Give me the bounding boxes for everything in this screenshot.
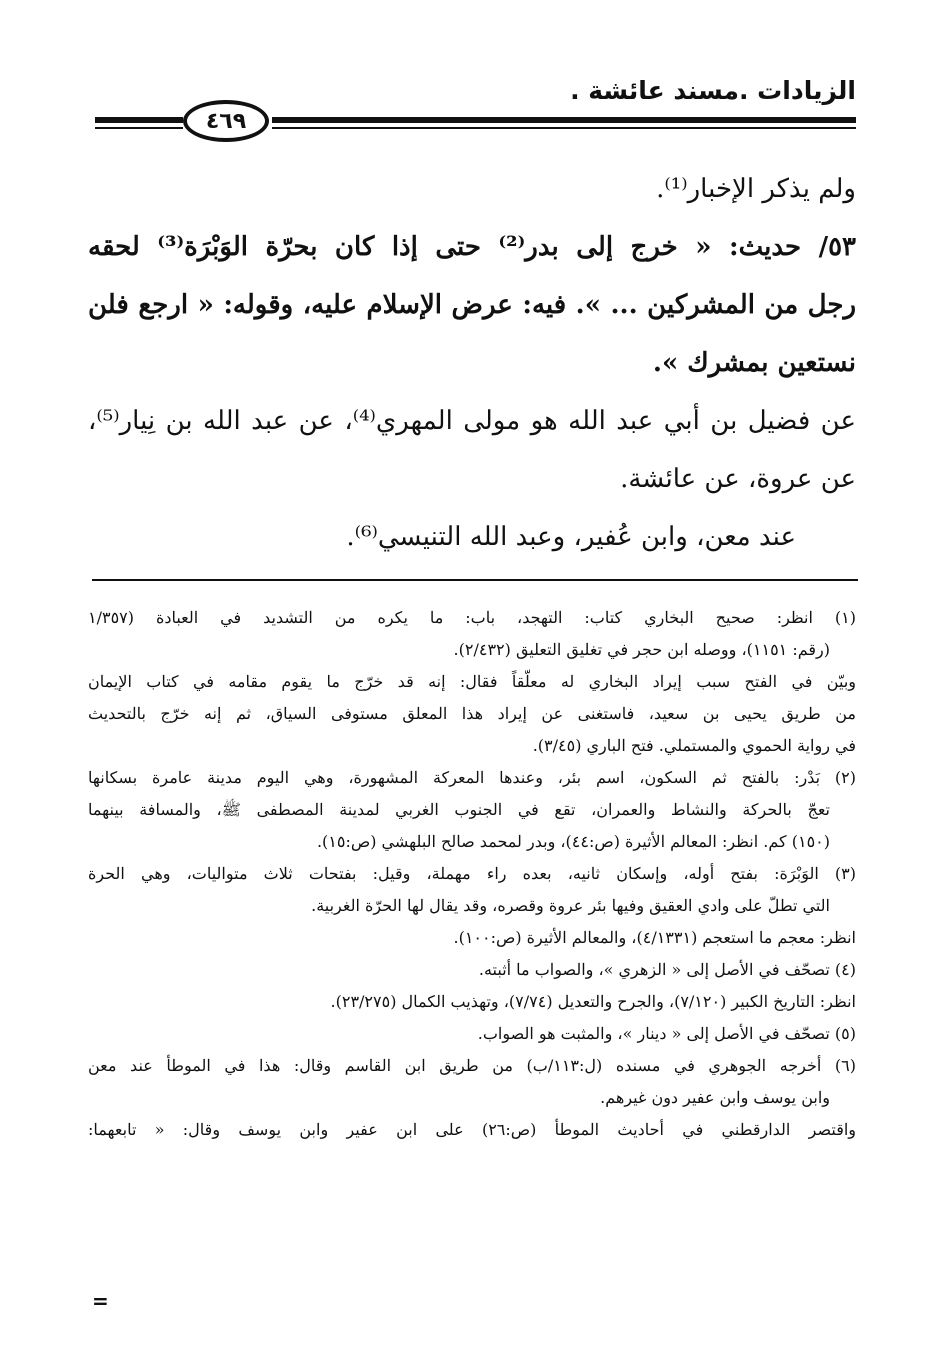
footnote-line: انظر: معجم ما استعجم (٤/١٣٣١)، والمعالم الأثيرة (ص:١٠٠). xyxy=(453,928,856,947)
footnote-line: (٣) الوَبْرَة: بفتح أوله، وإسكان ثانيه، بعده راء مهملة، وقيل: بفتحات ثلاث متواليات، وهي الحرة xyxy=(88,864,856,883)
footnote-line: (١٥٠) كم. انظر: المعالم الأثيرة (ص:٤٤)، وبدر لمحمد صالح البلهشي (ص:١٥). xyxy=(316,832,830,851)
hadith-text: « خرج إلى بدر⁽²⁾ حتى إذا كان بحرّة الوَبْرَة⁽³⁾ لحقه xyxy=(88,232,712,262)
hadith-text-line: نستعين بمشرك ». xyxy=(652,348,856,378)
hadith-label: حديث: xyxy=(711,232,802,262)
footnote-separator xyxy=(92,579,858,581)
footnote-line: وبيّن في الفتح سبب إيراد البخاري له معلّقاً فقال: إنه قد خرّج ما يقوم مقامه في كتاب الإيمان xyxy=(88,672,856,691)
footnote-line: من طريق يحيى بن سعيد، فاستغنى عن إيراد هذا المعلق مستوفى السياق، ثم إنه خرّج بالتحديث xyxy=(88,704,856,723)
footnote-line: (٥) تصحّف في الأصل إلى « دينار »، والمثبت هو الصواب. xyxy=(477,1024,856,1043)
footnotes xyxy=(88,602,856,1146)
header-rule-thick xyxy=(272,117,856,123)
footnote-line: (١) انظر: صحيح البخاري كتاب: التهجد، باب: ما يكره من التشديد في العبادة (١/٣٥٧ xyxy=(88,608,856,627)
footnote-line: تعجّ بالحركة والنشاط والعمران، تقع في الجنوب الغربي لمدينة المصطفى ﷺ، والمسافة بينهما xyxy=(88,800,830,819)
hadith-heading-line xyxy=(88,218,856,276)
header-rule-left-thin xyxy=(95,127,183,129)
footnote-line: في رواية الحموي والمستملي. فتح الباري (٣/٤٥). xyxy=(532,736,856,755)
footnote-line: (٢) بَدْر: بالفتح ثم السكون، اسم بئر، وعندها المعركة المشهورة، وهي اليوم مدينة عامرة بسكانها xyxy=(88,768,856,787)
footnote-line: (٤) تصحّف في الأصل إلى « الزهري »، والصواب ما أثبته. xyxy=(478,960,856,979)
hadith-number: ٥٣/ xyxy=(801,232,857,262)
sources-line: عند معن، وابن عُفير، وعبد الله التنيسي⁽⁶⁾. xyxy=(346,522,796,552)
header-rule-thin xyxy=(272,127,856,129)
hadith-text-line: رجل من المشركين ... ». فيه: عرض الإسلام عليه، وقوله: « ارجع فلن xyxy=(88,290,856,320)
footnote-line: التي تطلّ على وادي العقيق وفيها بئر عروة وقصره، وقد يقال لها الحرّة الغربية. xyxy=(311,896,830,915)
running-title: الزيادات .مسند عائشة . xyxy=(570,76,856,105)
header-rule-left-thick xyxy=(95,117,183,123)
continuation-mark: = xyxy=(92,1289,109,1313)
footnote-line: (رقم: ١١٥١)، ووصله ابن حجر في تغليق التعليق (٢/٤٣٢). xyxy=(453,640,830,659)
text-line: ولم يذكر الإخبار⁽¹⁾. xyxy=(656,174,856,204)
page-number: ٤٦٩ xyxy=(183,100,269,142)
footnote-line: انظر: التاريخ الكبير (٧/١٢٠)، والجرح والتعديل (٧/٧٤)، وتهذيب الكمال (٢٣/٢٧٥). xyxy=(330,992,856,1011)
footnote-line: واقتصر الدارقطني في أحاديث الموطأ (ص:٢٦) على ابن عفير وابن يوسف وقال: « تابعهما: xyxy=(88,1120,857,1139)
isnad-line: عن فضيل بن أبي عبد الله هو مولى المهري⁽⁴⁾، عن عبد الله بن نِيار⁽⁵⁾، xyxy=(88,406,856,436)
footnote-line: وابن يوسف وابن عفير دون غيرهم. xyxy=(600,1088,830,1107)
isnad-line: عن عروة، عن عائشة. xyxy=(620,464,856,494)
footnote-line: (٦) أخرجه الجوهري في مسنده (ل:١١٣/ب) من طريق ابن القاسم وقال: هذا في الموطأ عند معن xyxy=(88,1056,856,1075)
main-text xyxy=(88,160,856,566)
